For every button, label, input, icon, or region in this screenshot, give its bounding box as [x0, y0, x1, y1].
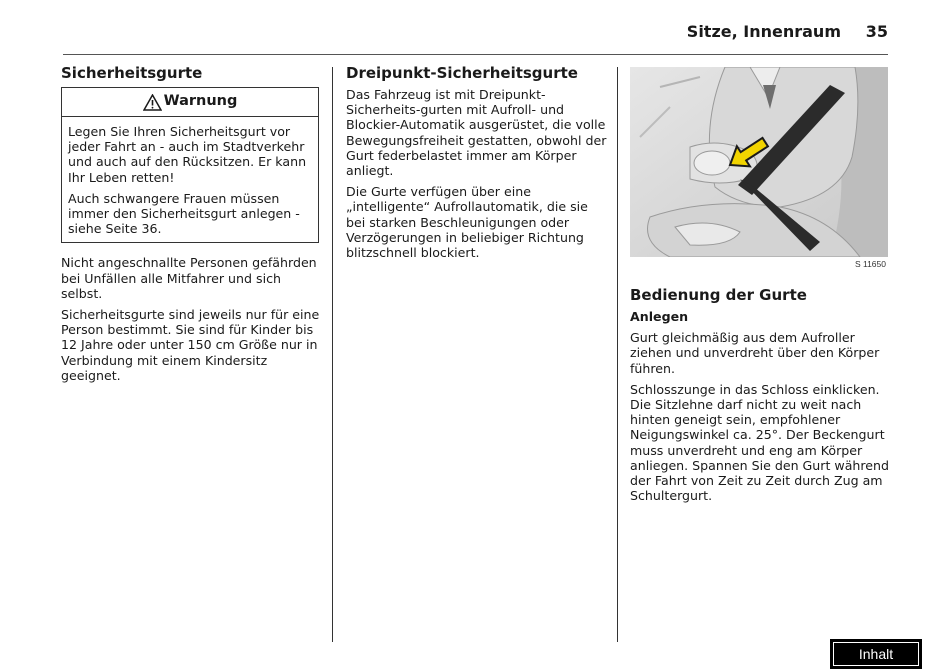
- middle-column: [346, 64, 608, 266]
- column-divider-right: [617, 67, 618, 642]
- body-paragraph: Schlosszunge in das Schloss einklicken. Die Sitzlehne darf nicht zu weit nach hinten geneigt sein, empfohlener Neigungswinkel ca. 25°. Der Beckengurt muss unverdreht und eng am Körper anliegen. Spannen Sie den Gurt während der Fahrt von Zeit zu Zeit durch Zug am Schultergurt.: [630, 381, 890, 504]
- warning-paragraph: Legen Sie Ihren Sicherheitsgurt vor jeder Fahrt an - auch im Stadtverkehr und auch auf den Rücksitzen. Er kann Ihr Leben retten!: [68, 124, 307, 185]
- warning-paragraph: Auch schwangere Frauen müssen immer den Sicherheitsgurt anlegen - siehe Seite 36.: [68, 190, 300, 237]
- seatbelt-figure-image: [630, 67, 888, 272]
- section-heading-three-point-belts: Dreipunkt-Sicherheitsgurte: [346, 64, 578, 82]
- page-header: [63, 18, 888, 55]
- body-paragraph: Gurt gleichmäßig aus dem Aufroller ziehen und unverdreht über den Körper führen.: [630, 330, 880, 376]
- right-column: [630, 286, 890, 509]
- contents-button[interactable]: Inhalt: [830, 639, 922, 669]
- warning-triangle-icon: [143, 94, 162, 111]
- body-paragraph: Nicht angeschnallte Personen gefährden bei Unfällen alle Mitfahrer und sich selbst.: [61, 255, 317, 301]
- page-number: 35: [865, 22, 888, 41]
- column-divider-left: [332, 67, 333, 642]
- warning-header: [62, 88, 318, 117]
- warning-body: [62, 117, 318, 242]
- warning-title: Warnung: [163, 93, 238, 110]
- body-paragraph: Die Gurte verfügen über eine „intelligente“ Aufrollautomatik, die sie bei starken Beschleunigungen oder Verzögerungen in beliebiger Richtung blitzschnell blockiert.: [346, 184, 588, 261]
- body-paragraph: Sicherheitsgurte sind jeweils nur für eine Person bestimmt. Sie sind für Kinder bis 12 Jahre oder unter 150 cm Größe nur in Verbindung mit einem Kindersitz geeignet.: [61, 307, 320, 383]
- left-column: [61, 64, 323, 389]
- figure-label: S 11650: [854, 259, 886, 269]
- section-title: Sitze, Innenraum: [686, 22, 841, 41]
- section-heading-belt-operation: Bedienung der Gurte: [630, 286, 807, 304]
- subheading-fasten: Anlegen: [630, 309, 689, 324]
- body-paragraph: Das Fahrzeug ist mit Dreipunkt-Sicherheits-gurten mit Aufroll- und Blockier-Automatik ausgerüstet, die volle Bewegungsfreiheit gestatten, obwohl der Gurt federbelastet immer am Körper anliegt.: [346, 87, 607, 179]
- section-heading-seatbelts: Sicherheitsgurte: [61, 64, 203, 82]
- warning-box: [61, 87, 319, 243]
- seatbelt-illustration: [630, 67, 888, 272]
